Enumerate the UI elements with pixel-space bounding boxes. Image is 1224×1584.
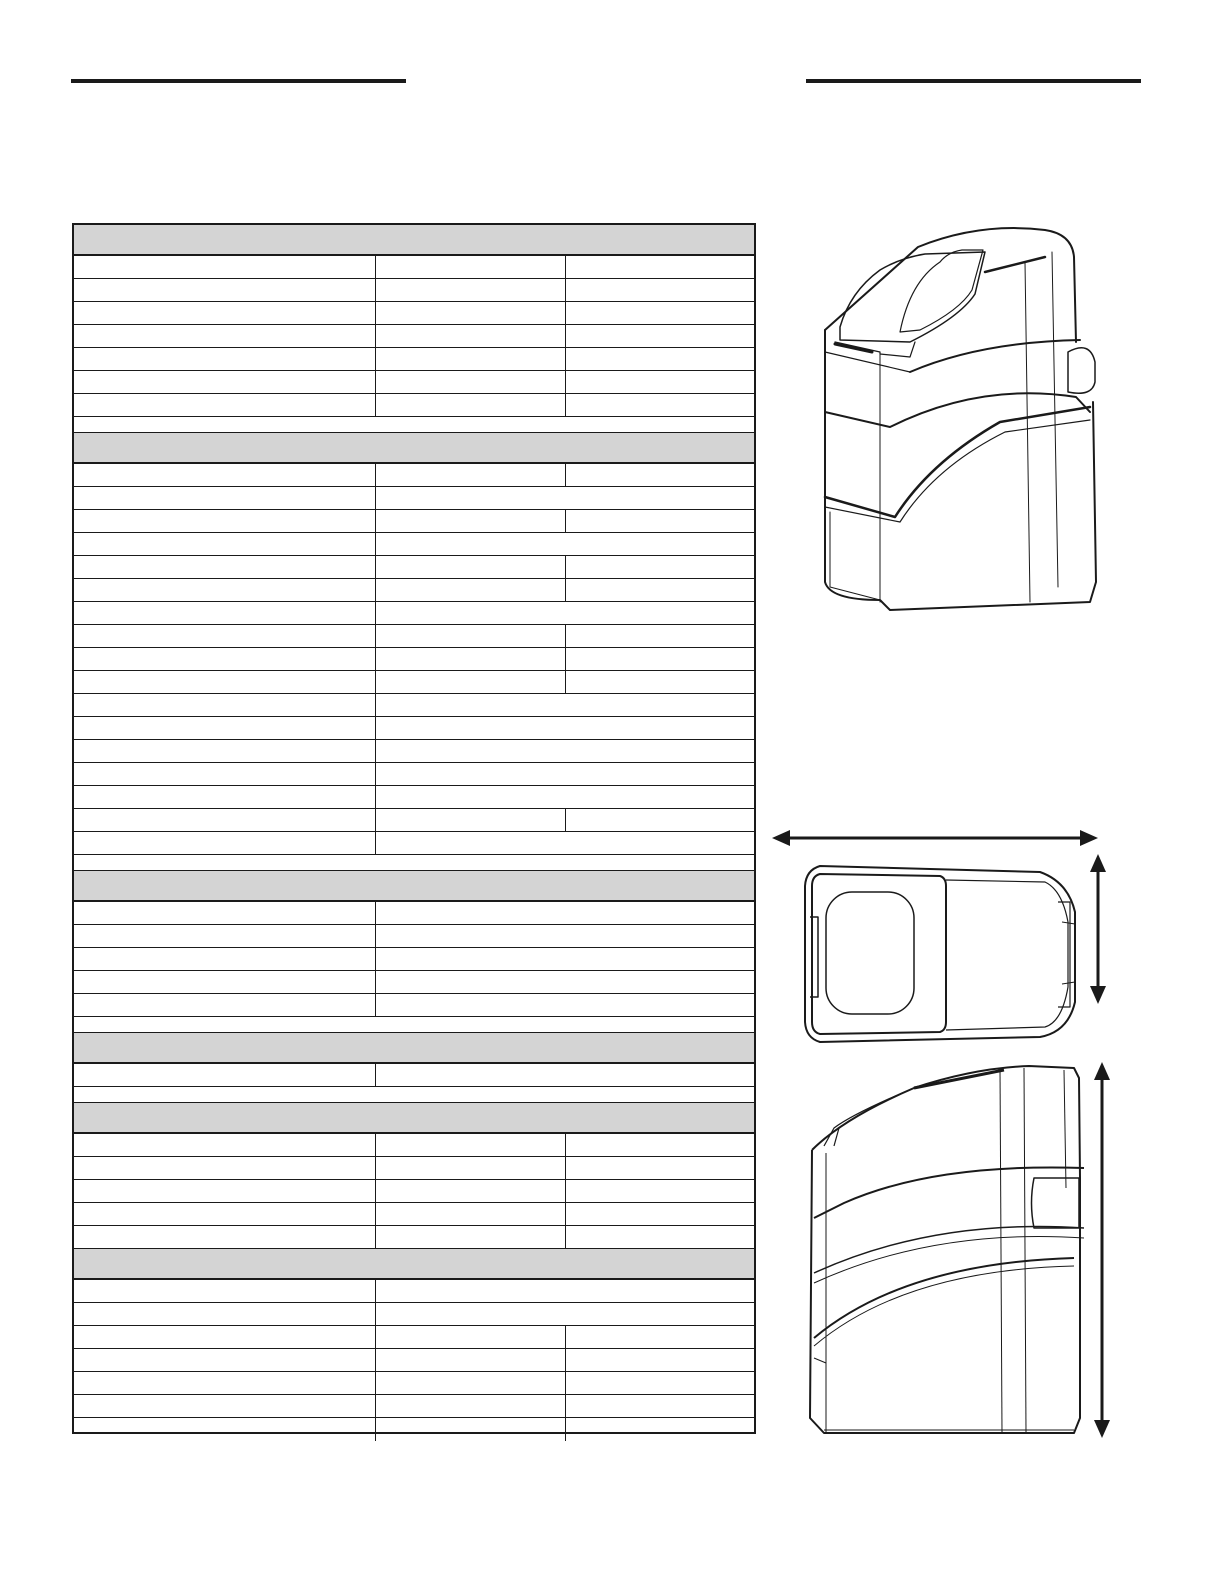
table-cell (566, 394, 754, 416)
table-cell (376, 809, 566, 831)
table-cell (74, 1418, 376, 1441)
table-cell (376, 1280, 754, 1302)
table-row (74, 256, 754, 279)
table-cell (74, 1103, 754, 1132)
table-cell (376, 786, 754, 808)
table-cell (566, 625, 754, 647)
table-cell (376, 1303, 754, 1325)
table-cell (74, 510, 376, 532)
right-title-rule (806, 79, 1141, 83)
table-row (74, 1303, 754, 1326)
table-section-header (74, 225, 754, 256)
table-section-header (74, 871, 754, 902)
table-cell (376, 902, 754, 924)
table-cell (74, 325, 376, 347)
table-row (74, 533, 754, 556)
table-cell (376, 1326, 566, 1348)
table-section-header (74, 1249, 754, 1280)
table-row (74, 786, 754, 809)
table-cell (376, 602, 754, 624)
table-cell (74, 464, 376, 486)
table-cell (74, 625, 376, 647)
table-cell (376, 994, 754, 1016)
table-cell (376, 1157, 566, 1179)
table-cell (376, 1226, 566, 1248)
table-cell (74, 1157, 376, 1179)
table-cell (74, 1303, 376, 1325)
table-cell (74, 648, 376, 670)
table-spacer-row (74, 855, 754, 871)
table-cell (376, 510, 566, 532)
table-row (74, 1134, 754, 1157)
table-row (74, 325, 754, 348)
table-cell (376, 371, 566, 393)
table-cell (376, 648, 566, 670)
table-cell (376, 1134, 566, 1156)
table-row (74, 1157, 754, 1180)
table-cell (566, 1372, 754, 1394)
table-cell (74, 433, 754, 462)
table-cell (376, 1064, 754, 1086)
table-cell (74, 256, 376, 278)
table-row (74, 1180, 754, 1203)
table-cell (566, 1180, 754, 1202)
table-row (74, 279, 754, 302)
table-cell (74, 279, 376, 301)
table-cell (566, 1349, 754, 1371)
table-row (74, 994, 754, 1017)
table-cell (74, 1280, 376, 1302)
table-cell (376, 1203, 566, 1225)
softener-perspective-drawing (800, 222, 1120, 614)
table-cell (74, 694, 376, 716)
table-row (74, 302, 754, 325)
table-cell (566, 325, 754, 347)
table-cell (74, 602, 376, 624)
table-cell (74, 809, 376, 831)
table-row (74, 717, 754, 740)
table-cell (74, 417, 754, 432)
table-cell (566, 809, 754, 831)
table-cell (376, 348, 566, 370)
table-cell (74, 717, 376, 739)
table-cell (74, 925, 376, 947)
table-row (74, 694, 754, 717)
table-cell (74, 971, 376, 993)
table-row (74, 579, 754, 602)
table-cell (376, 948, 754, 970)
table-cell (566, 279, 754, 301)
table-cell (74, 1064, 376, 1086)
table-row (74, 671, 754, 694)
table-spacer-row (74, 417, 754, 433)
table-cell (376, 740, 754, 762)
table-cell (376, 302, 566, 324)
table-cell (74, 579, 376, 601)
softener-side-view-drawing (804, 1058, 1090, 1438)
table-row (74, 971, 754, 994)
table-section-header (74, 1033, 754, 1064)
table-cell (566, 1418, 754, 1441)
height-dimension-arrow (1090, 1060, 1114, 1440)
table-spacer-row (74, 1087, 754, 1103)
table-cell (74, 1372, 376, 1394)
table-cell (376, 579, 566, 601)
table-row (74, 1064, 754, 1087)
table-row (74, 1349, 754, 1372)
table-cell (74, 348, 376, 370)
table-cell (376, 1418, 566, 1441)
table-spacer-row (74, 1017, 754, 1033)
table-cell (74, 533, 376, 555)
table-cell (376, 1372, 566, 1394)
depth-dimension-arrow (1086, 852, 1110, 1006)
table-row (74, 371, 754, 394)
table-cell (376, 556, 566, 578)
table-cell (376, 625, 566, 647)
table-cell (74, 1017, 754, 1032)
table-cell (74, 1180, 376, 1202)
table-row (74, 487, 754, 510)
table-cell (74, 1226, 376, 1248)
table-cell (376, 487, 754, 509)
table-row (74, 464, 754, 487)
table-cell (74, 855, 754, 870)
table-row (74, 510, 754, 533)
left-title-rule (71, 79, 406, 83)
table-cell (566, 579, 754, 601)
table-row (74, 1226, 754, 1249)
table-cell (376, 763, 754, 785)
table-cell (376, 671, 566, 693)
table-row (74, 625, 754, 648)
table-cell (376, 394, 566, 416)
table-cell (566, 1226, 754, 1248)
table-cell (566, 256, 754, 278)
table-row (74, 1280, 754, 1303)
table-row (74, 648, 754, 671)
table-cell (376, 971, 754, 993)
table-cell (376, 256, 566, 278)
table-cell (376, 1180, 566, 1202)
table-row (74, 556, 754, 579)
table-cell (376, 464, 566, 486)
table-cell (376, 832, 754, 854)
table-row (74, 1395, 754, 1418)
table-cell (74, 832, 376, 854)
table-cell (74, 394, 376, 416)
table-cell (74, 871, 754, 900)
table-cell (74, 671, 376, 693)
table-row (74, 1203, 754, 1226)
table-cell (376, 717, 754, 739)
table-cell (566, 302, 754, 324)
table-cell (74, 763, 376, 785)
table-cell (74, 740, 376, 762)
table-section-header (74, 1103, 754, 1134)
table-cell (566, 1326, 754, 1348)
table-cell (74, 1087, 754, 1102)
table-row (74, 1372, 754, 1395)
table-row (74, 832, 754, 855)
table-row (74, 348, 754, 371)
table-cell (74, 1033, 754, 1062)
table-cell (74, 1249, 754, 1278)
table-row (74, 763, 754, 786)
table-cell (74, 1349, 376, 1371)
table-row (74, 602, 754, 625)
table-cell (566, 648, 754, 670)
table-cell (74, 1203, 376, 1225)
table-row (74, 809, 754, 832)
table-cell (74, 1326, 376, 1348)
specification-table (72, 223, 756, 1434)
table-cell (74, 371, 376, 393)
table-cell (376, 1349, 566, 1371)
table-cell (566, 348, 754, 370)
table-cell (74, 1395, 376, 1417)
table-cell (74, 302, 376, 324)
table-cell (74, 902, 376, 924)
table-cell (566, 464, 754, 486)
table-cell (566, 671, 754, 693)
table-cell (376, 1395, 566, 1417)
table-cell (566, 1134, 754, 1156)
table-cell (74, 225, 754, 254)
table-cell (566, 1157, 754, 1179)
table-cell (566, 556, 754, 578)
table-cell (74, 1134, 376, 1156)
table-cell (74, 556, 376, 578)
table-cell (74, 786, 376, 808)
table-row (74, 1418, 754, 1441)
table-section-header (74, 433, 754, 464)
table-row (74, 948, 754, 971)
table-cell (376, 533, 754, 555)
table-cell (74, 487, 376, 509)
table-cell (566, 1203, 754, 1225)
table-row (74, 925, 754, 948)
table-row (74, 740, 754, 763)
table-cell (74, 994, 376, 1016)
table-cell (376, 694, 754, 716)
table-cell (566, 371, 754, 393)
table-cell (566, 1395, 754, 1417)
table-cell (566, 510, 754, 532)
width-dimension-arrow (770, 826, 1100, 850)
table-cell (376, 325, 566, 347)
softener-top-view-drawing (800, 862, 1080, 1046)
table-row (74, 1326, 754, 1349)
table-cell (74, 948, 376, 970)
table-row (74, 394, 754, 417)
table-row (74, 902, 754, 925)
table-cell (376, 279, 566, 301)
table-cell (376, 925, 754, 947)
